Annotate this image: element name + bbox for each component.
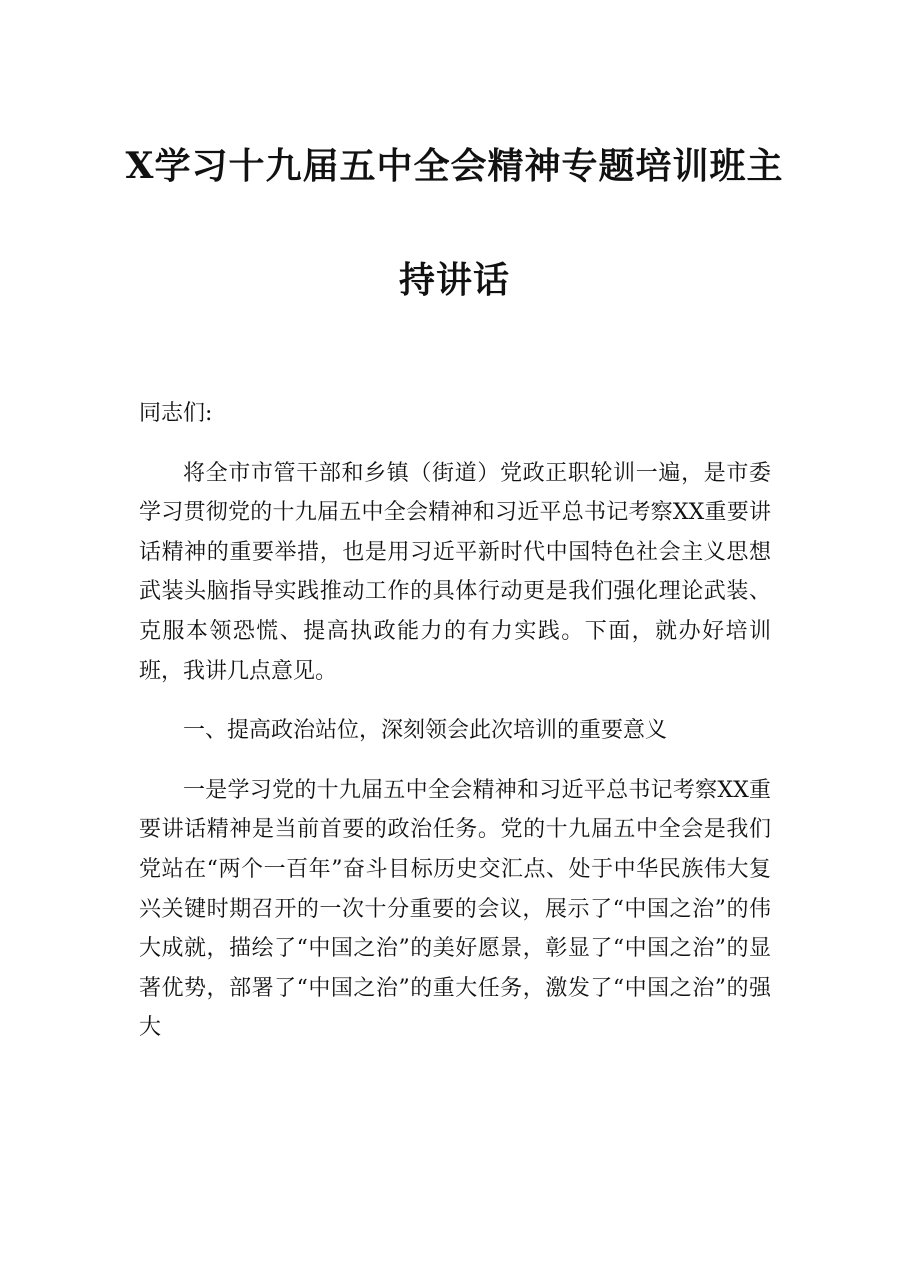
document-body [139,394,771,1068]
salutation: 同志们: [139,401,213,426]
document-title-line-2: 持讲话 [398,259,510,301]
document-title-line-1: X学习十九届五中全会精神专题培训班主 [125,145,784,187]
paragraph-point-1: 一是学习党的十九届五中全会精神和习近平总书记考察XX重要讲话精神是当前首要的政治任务。党的十九届五中全会是我们党站在“两个一百年”奋斗目标历史交汇点、处于中华民族伟大复兴关键时期召开的一次十分重要的会议，展示了“中国之治”的伟大成就，描绘了“中国之治”的美好愿景，彰显了“中国之治”的显著优势，部署了“中国之治”的重大任务，激发了“中国之治”的强大 [139,777,771,1041]
section-heading-1: 一、提高政治站位，深刻领会此次培训的重要意义 [183,718,668,744]
paragraph-intro: 将全市市管干部和乡镇（街道）党政正职轮训一遍，是市委学习贯彻党的十九届五中全会精神和习近平总书记考察XX重要讲话精神的重要举措，也是用习近平新时代中国特色社会主义思想武装头脑指导实践推动工作的具体行动更是我们强化理论武装、克服本领恐慌、提高执政能力的有力实践。下面，就办好培训班，我讲几点意见。 [139,460,771,684]
